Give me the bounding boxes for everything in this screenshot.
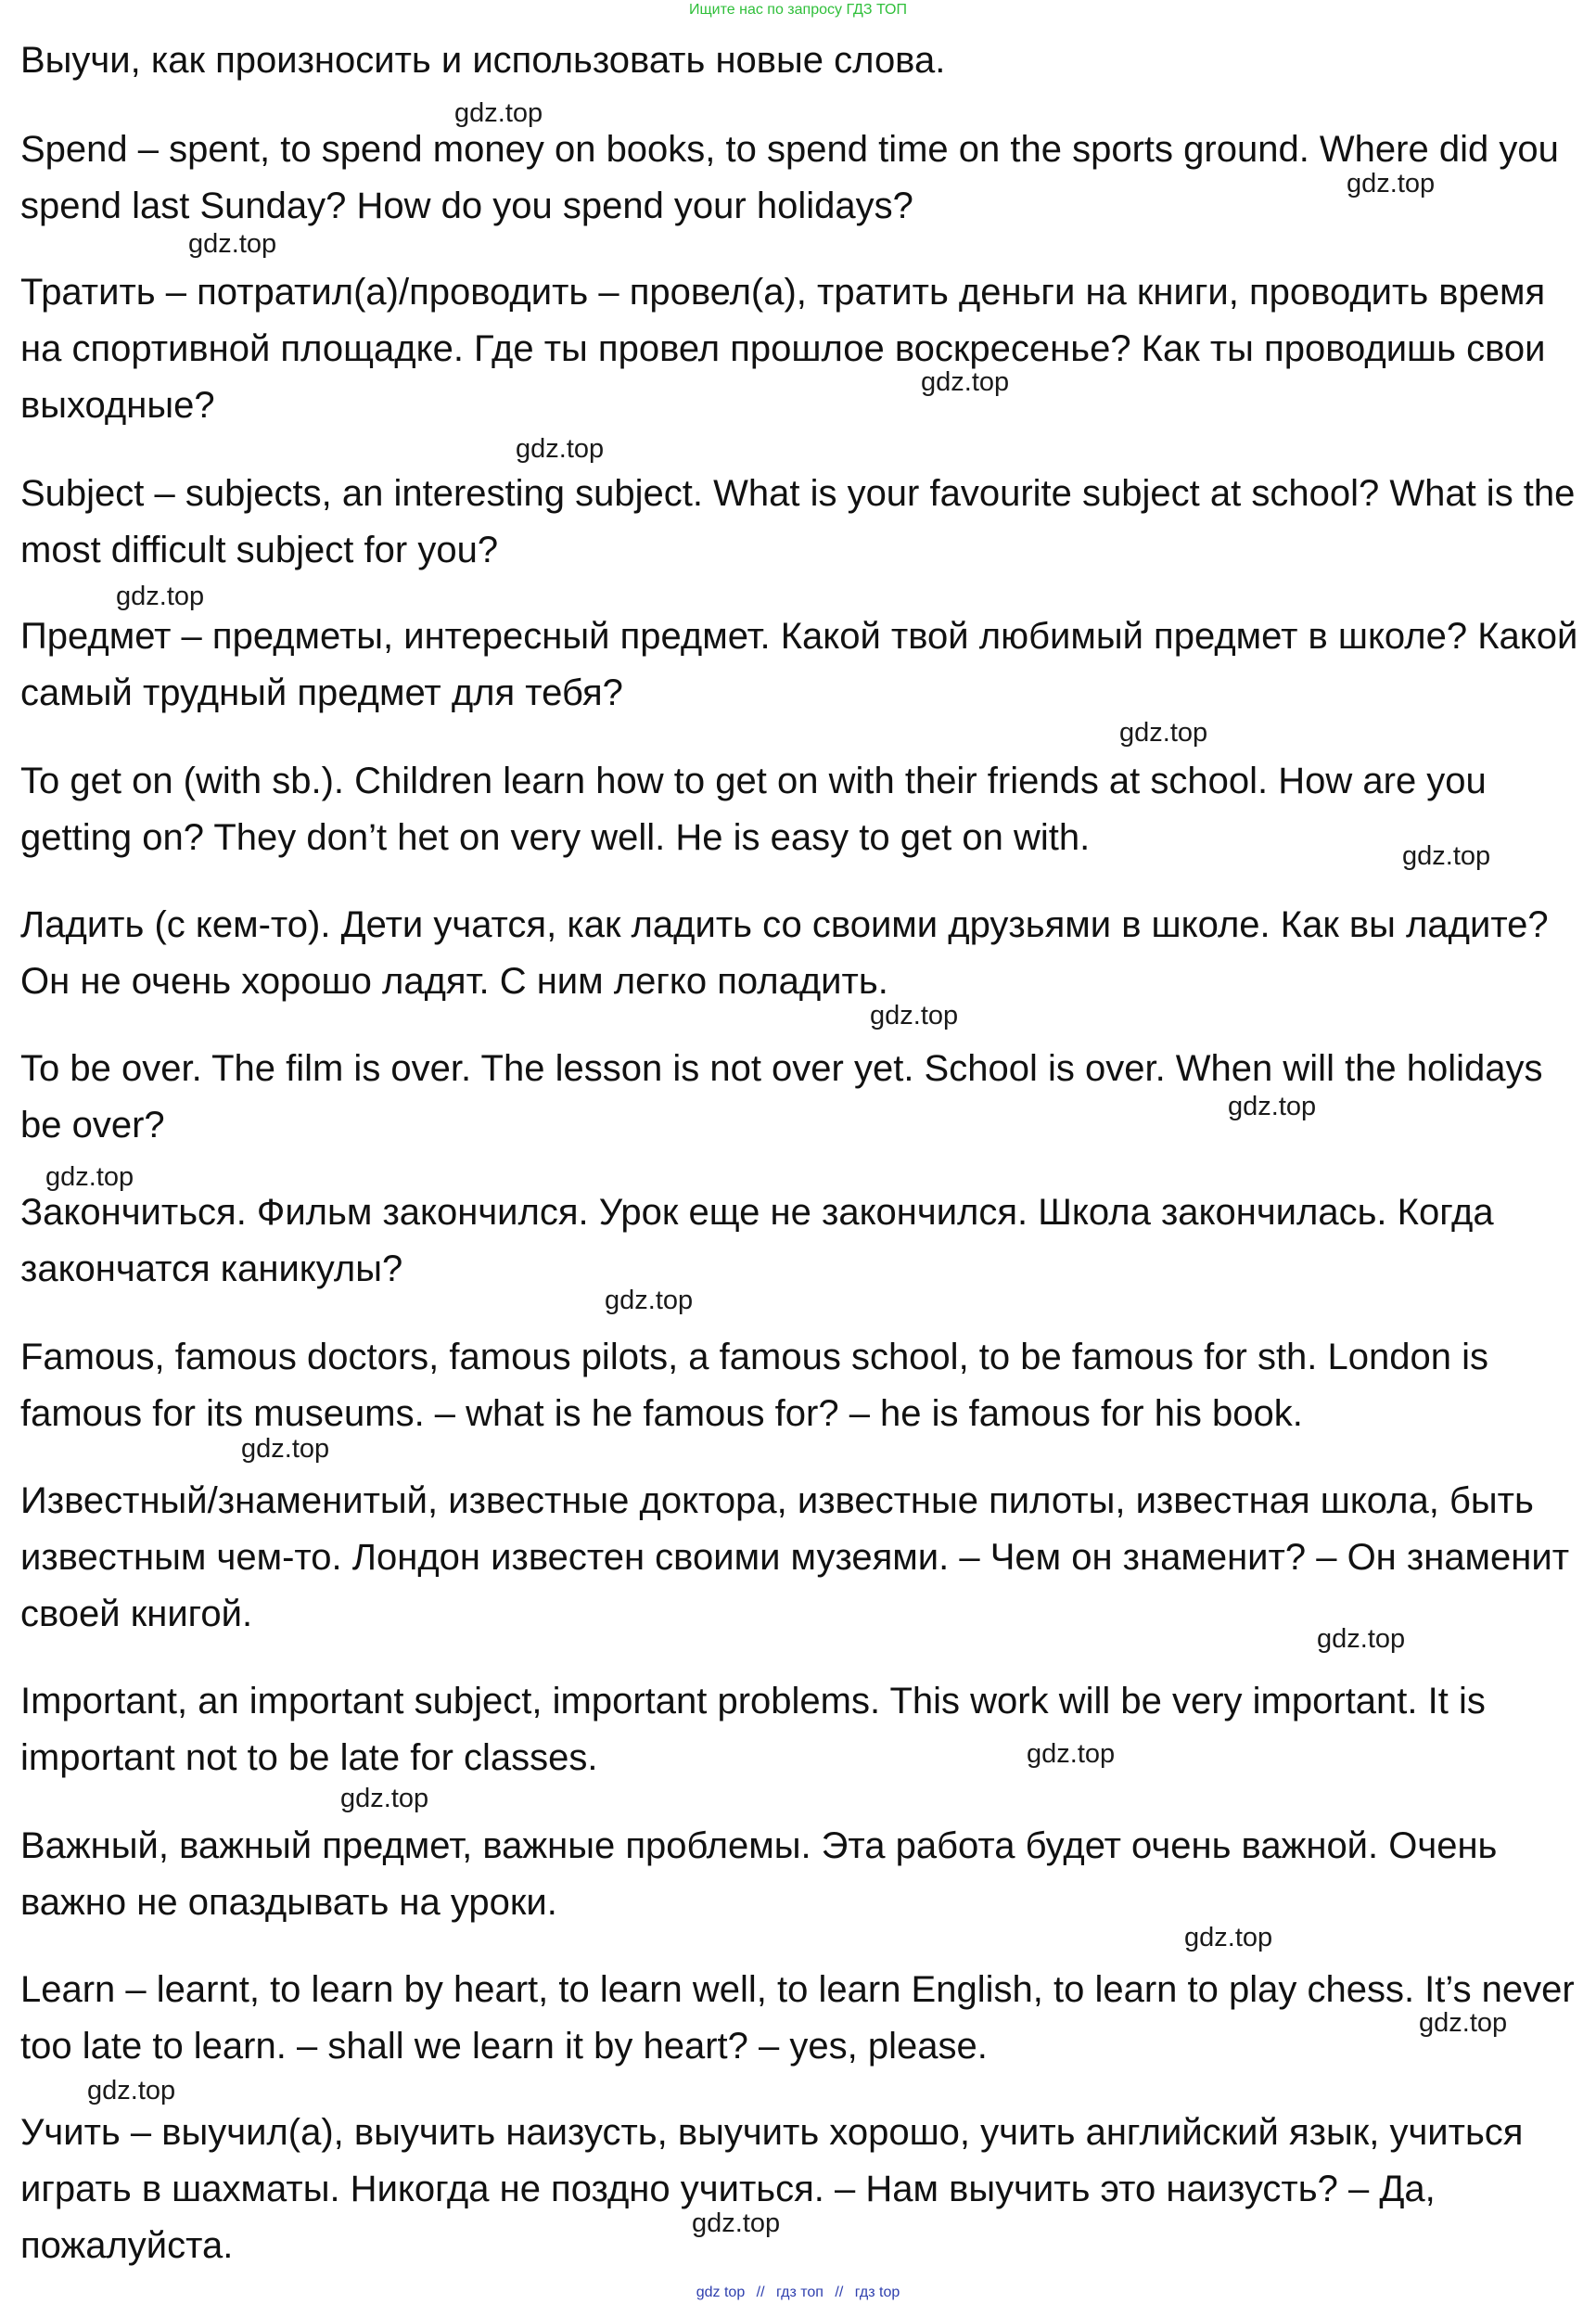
watermark: gdz.top	[188, 229, 277, 259]
paragraph-get-on-en: To get on (with sb.). Children learn how to get on with their friends at school. How are you getting on? They don’t het on very well. He is easy to get on with.	[20, 761, 1487, 858]
footer-link-gdz-top-mixed[interactable]: гдз top	[854, 2285, 900, 2300]
instruction-title: Выучи, как произносить и использовать новые слова.	[20, 40, 946, 81]
watermark: gdz.top	[1402, 841, 1491, 871]
watermark: gdz.top	[340, 1784, 429, 1813]
watermark: gdz.top	[454, 98, 543, 128]
footer	[0, 2284, 1596, 2302]
watermark: gdz.top	[1027, 1739, 1116, 1769]
watermark: gdz.top	[116, 582, 205, 611]
watermark: gdz.top	[692, 2208, 781, 2238]
watermark: gdz.top	[1347, 169, 1436, 198]
footer-link-gdz-top[interactable]: gdz top	[696, 2285, 746, 2300]
paragraph-learn-en: Learn – learnt, to learn by heart, to learn well, to learn English, to learn to play chess. It’s never too late to learn. – shall we learn it by heart? – yes, please.	[20, 1969, 1575, 2067]
watermark: gdz.top	[1119, 718, 1208, 748]
top-banner: Ищите нас по запросу ГДЗ ТОП	[689, 2, 907, 18]
paragraph-spend-en: Spend – spent, to spend money on books, to spend time on the sports ground. Where did you spend last Sunday? How do you spend your holidays?	[20, 129, 1559, 226]
watermark: gdz.top	[921, 367, 1010, 397]
paragraph-famous-en: Famous, famous doctors, famous pilots, a famous school, to be famous for sth. London is famous for its museums. – what is he famous for? – he is famous for his book.	[20, 1337, 1489, 1434]
paragraph-important-ru: Важный, важный предмет, важные проблемы. Эта работа будет очень важной. Очень важно не опаздывать на уроки.	[20, 1825, 1498, 1923]
paragraph-famous-ru: Известный/знаменитый, известные доктора, известные пилоты, известная школа, быть известным чем-то. Лондон известен своими музеями. – Чем он знаменит? – Он знаменит своей книгой.	[20, 1480, 1570, 1634]
paragraph-be-over-en: To be over. The film is over. The lesson is not over yet. School is over. When will the holidays be over?	[20, 1048, 1543, 1146]
watermark: gdz.top	[45, 1162, 134, 1192]
paragraph-learn-ru: Учить – выучил(а), выучить наизусть, выучить хорошо, учить английский язык, учиться играть в шахматы. Никогда не поздно учиться. – Нам выучить это наизусть? – Да, пожалуйста.	[20, 2112, 1524, 2266]
watermark: gdz.top	[1419, 2008, 1508, 2038]
watermark: gdz.top	[1184, 1923, 1273, 1952]
paragraph-get-on-ru: Ладить (с кем-то). Дети учатся, как ладить со своими друзьями в школе. Как вы ладите? Он не очень хорошо ладят. С ним легко поладить.	[20, 904, 1549, 1002]
watermark: gdz.top	[87, 2076, 176, 2106]
paragraph-important-en: Important, an important subject, important problems. This work will be very important. It is important not to be late for classes.	[20, 1681, 1486, 1778]
paragraph-subject-en: Subject – subjects, an interesting subject. What is your favourite subject at school? What is the most difficult subject for you?	[20, 473, 1576, 570]
paragraph-spend-ru: Тратить – потратил(а)/проводить – провел(а), тратить деньги на книги, проводить время на спортивной площадке. Где ты провел прошлое воскресенье? Как ты проводишь свои выходные?	[20, 272, 1546, 426]
footer-separator: //	[756, 2285, 765, 2300]
watermark: gdz.top	[870, 1001, 959, 1030]
watermark: gdz.top	[241, 1434, 330, 1464]
watermark: gdz.top	[605, 1286, 694, 1315]
watermark: gdz.top	[1228, 1092, 1317, 1121]
footer-separator: //	[835, 2285, 844, 2300]
paragraph-subject-ru: Предмет – предметы, интересный предмет. Какой твой любимый предмет в школе? Какой самый трудный предмет для тебя?	[20, 616, 1578, 713]
footer-link-gdz-top-ru[interactable]: гдз топ	[776, 2285, 824, 2300]
watermark: gdz.top	[516, 434, 605, 464]
paragraph-be-over-ru: Закончиться. Фильм закончился. Урок еще не закончился. Школа закончилась. Когда закончатся каникулы?	[20, 1192, 1494, 1289]
watermark: gdz.top	[1317, 1624, 1406, 1654]
